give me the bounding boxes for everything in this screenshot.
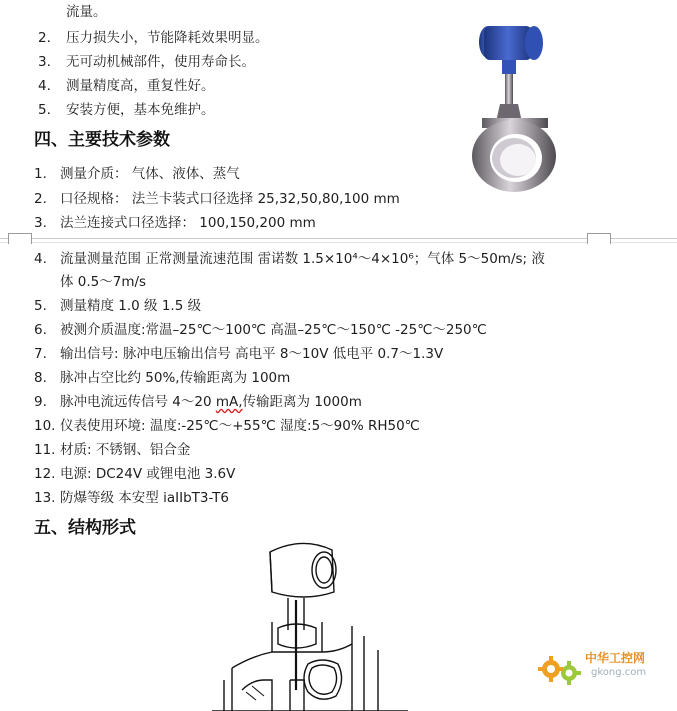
list-item: 测量精度高，重复性好。: [66, 78, 215, 94]
list-number: 9.: [34, 394, 47, 410]
list-number: 11.: [34, 442, 56, 458]
list-number: 6.: [34, 322, 47, 338]
list-number: 2.: [34, 191, 47, 207]
list-number: 7.: [34, 346, 47, 362]
list-number: 3.: [34, 215, 47, 231]
list-item-continuation: 流量。: [66, 4, 107, 20]
param-item: 仪表使用环境: 温度:-25℃～+55℃ 湿度:5～90% RH50℃: [60, 418, 420, 434]
page-break-separator: [0, 233, 677, 245]
spellcheck-underline-text: mA,: [215, 394, 243, 410]
watermark-text-url: gkong.com: [591, 667, 647, 678]
list-number: 12.: [34, 466, 56, 482]
param-item: 口径规格： 法兰卡装式口径选择 25,32,50,80,100 mm: [60, 191, 400, 207]
param-item: 材质: 不锈钢、铝合金: [60, 442, 191, 458]
list-number: 4.: [34, 251, 47, 267]
watermark-logo: [537, 649, 667, 689]
list-number: 4.: [38, 78, 51, 94]
param-item: 测量精度 1.0 级 1.5 级: [60, 298, 202, 314]
param-item: 脉冲电流远传信号 4～20 mA,传输距离为 1000m: [60, 394, 362, 410]
list-number: 2.: [38, 30, 51, 46]
list-number: 10.: [34, 418, 56, 434]
gear-icon: [537, 651, 583, 687]
list-item: 压力损失小，节能降耗效果明显。: [66, 30, 269, 46]
list-number: 5.: [34, 298, 47, 314]
param-item: 电源: DC24V 或锂电池 3.6V: [60, 466, 236, 482]
page-break-marker-right: [587, 233, 611, 244]
list-number: 8.: [34, 370, 47, 386]
list-item: 安装方便，基本免维护。: [66, 102, 215, 118]
param-item: 法兰连接式口径选择： 100,150,200 mm: [60, 215, 316, 231]
section-heading-technical-params: 四、主要技术参数: [34, 130, 170, 150]
param-item: 防爆等级 本安型 iaIIbT3-T6: [60, 490, 229, 506]
param-item: 输出信号: 脉冲电压输出信号 高电平 8～10V 低电平 0.7～1.3V: [60, 346, 444, 362]
param-item-continuation: 体 0.5～7m/s: [60, 274, 147, 290]
list-item: 无可动机械部件，使用寿命长。: [66, 54, 255, 70]
param-item: 测量介质： 气体、液体、蒸气: [60, 166, 240, 182]
structure-drawing: [212, 540, 408, 711]
watermark-text-cn: 中华工控网: [585, 651, 646, 665]
list-number: 13.: [34, 490, 56, 506]
param-item: 被测介质温度:常温–25℃～100℃ 高温–25℃～150℃ -25℃～250℃: [60, 322, 487, 338]
list-number: 5.: [38, 102, 51, 118]
list-number: 3.: [38, 54, 51, 70]
param-item: 流量测量范围 正常测量流速范围 雷诺数 1.5×10⁴～4×10⁶；气体 5～50m/s; 液: [60, 251, 545, 267]
flowmeter-product-image: [466, 18, 566, 194]
section-heading-structure: 五、结构形式: [34, 518, 136, 538]
list-number: 1.: [34, 166, 47, 182]
param-item: 脉冲占空比约 50%,传输距离为 100m: [60, 370, 291, 386]
page-break-marker-left: [8, 233, 32, 244]
